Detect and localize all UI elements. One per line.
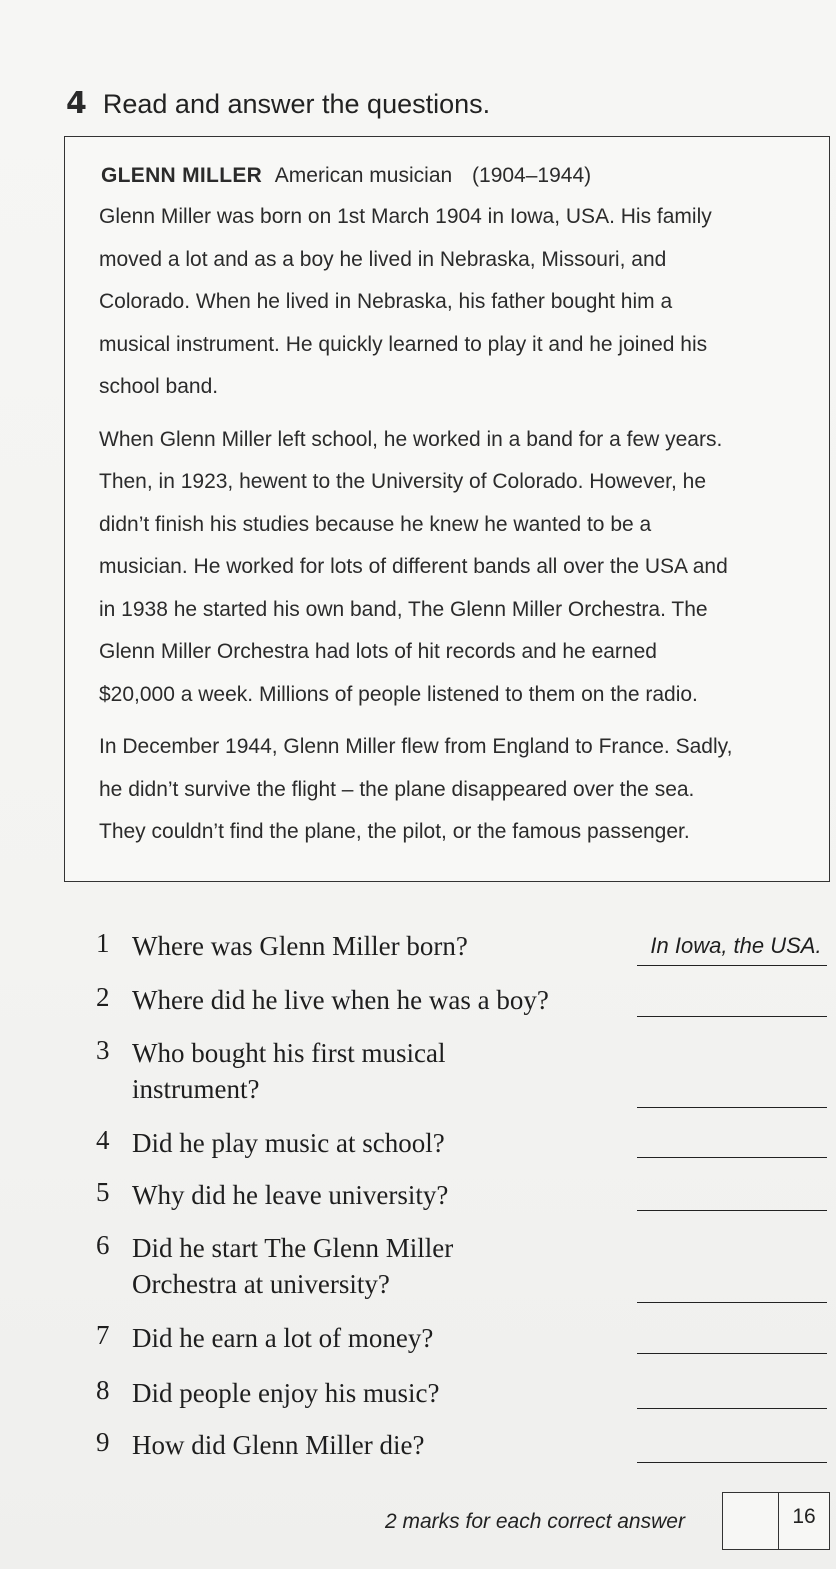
question-number: 1 [96,928,110,958]
answer-line[interactable] [637,1302,827,1303]
question-number: 5 [96,1177,110,1207]
exercise-header [66,86,490,121]
answer-line[interactable] [637,1408,827,1409]
question-number: 4 [96,1125,110,1155]
bio-name: GLENN MILLER [101,164,263,187]
passage-line: in 1938 he started his own band, The Glenn Miller Orchestra. The [99,597,708,621]
passage-line: Colorado. When he lived in Nebraska, his father bought him a [99,290,673,313]
bio-years: (1904–1944) [472,164,592,187]
exercise-number: 4 [66,86,87,121]
question-text: Where did he live when he was a boy? [132,985,549,1015]
bio-role: American musician [274,164,453,187]
question-text: Why did he leave university? [132,1180,449,1210]
paragraph-2 [99,419,814,717]
passage-line: Then, in 1923, hewent to the University of Colorado. However, he [99,470,707,493]
passage-line: Glenn Miller Orchestra had lots of hit records and he earned [99,640,657,663]
answer-line[interactable] [637,1210,827,1211]
passage-line: didn’t finish his studies because he knew he wanted to be a [99,512,652,536]
exercise-instruction: Read and answer the questions. [102,89,491,119]
score-box [722,1492,830,1550]
passage-line: $20,000 a week. Millions of people listened to them on the radio. [99,682,698,706]
passage-line: musician. He worked for lots of different bands all over the USA and [99,555,728,578]
score-divider [778,1493,779,1549]
passage-line: In December 1944, Glenn Miller flew from England to France. Sadly, [99,735,733,758]
passage-line: school band. [99,375,219,398]
question-number: 9 [96,1427,110,1457]
passage-line: When Glenn Miller left school, he worked in a band for a few years. [99,427,723,451]
passage-line: Glenn Miller was born on 1st March 1904 in Iowa, USA. His family [99,205,712,228]
question-number: 8 [96,1375,110,1405]
question-text: Did he play music at school? [132,1128,445,1158]
passage-line: moved a lot and as a boy he lived in Nebraska, Missouri, and [99,247,667,271]
question-number: 2 [96,982,110,1012]
question-text: How did Glenn Miller die? [132,1430,425,1460]
score-total: 16 [792,1505,816,1528]
passage-line: he didn’t survive the flight – the plane disappeared over the sea. [99,777,695,801]
question-number: 7 [96,1320,110,1350]
answer-line[interactable] [637,1107,827,1108]
paragraph-3 [99,726,814,854]
reading-passage-box [64,136,830,882]
paragraph-1 [99,196,814,409]
marks-note: 2 marks for each correct answer [385,1510,685,1533]
question-text: Did people enjoy his music? [132,1378,440,1408]
question-text: Where was Glenn Miller born? [132,931,468,961]
reading-passage [99,157,814,864]
answer-line[interactable] [637,1016,827,1017]
question-number: 6 [96,1230,110,1260]
question-number: 3 [96,1035,110,1065]
answer-line[interactable] [637,1462,827,1463]
answer-line[interactable] [637,1157,827,1158]
passage-line: musical instrument. He quickly learned to play it and he joined his [99,332,708,356]
bio-title [101,157,814,195]
answer-line[interactable] [637,1353,827,1354]
question-text: Did he earn a lot of money? [132,1323,434,1353]
answer-example: In Iowa, the USA. [650,933,822,958]
passage-line: They couldn’t find the plane, the pilot, or the famous passenger. [99,820,690,843]
answer-line[interactable] [637,965,827,966]
question-text: Who bought his first musical instrument? [132,1038,446,1104]
question-text: Did he start The Glenn Miller Orchestra at university? [132,1233,454,1299]
